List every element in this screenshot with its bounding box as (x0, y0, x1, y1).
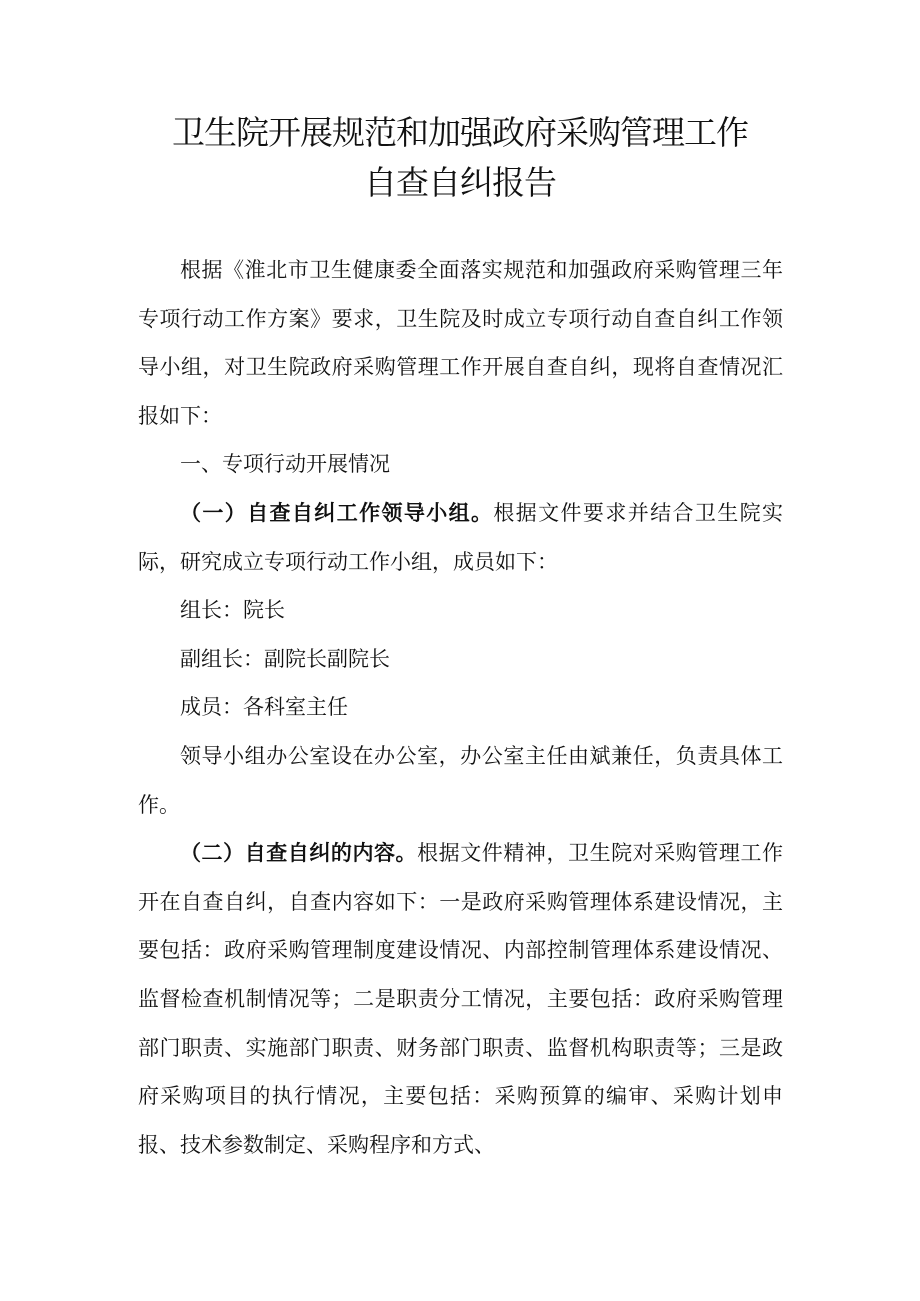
office-paragraph: 领导小组办公室设在办公室，办公室主任由斌兼任，负责具体工作。 (138, 743, 783, 817)
member-members: 成员：各科室主任 (180, 695, 348, 720)
section1-heading: 一、专项行动开展情况 (180, 452, 390, 477)
subsection1-text: 根据文件要求并结合卫生院实际，研究成立专项行动工作小组，成员如下： (138, 500, 784, 574)
subsection1-paragraph (138, 489, 783, 586)
document-body (138, 246, 783, 1169)
document-title-line1: 卫生院开展规范和加强政府采购管理工作 (172, 113, 748, 152)
subsection1-lead: （一）自查自纠工作领导小组。 (180, 500, 494, 525)
subsection2-lead: （二）自查自纠的内容。 (180, 841, 418, 866)
member-deputy: 副组长：副院长副院长 (180, 646, 390, 671)
subsection2-text: 根据文件精神，卫生院对采购管理工作开在自查自纠，自查内容如下：一是政府采购管理体系建设情况，主要包括：政府采购管理制度建设情况、内部控制管理体系建设情况、监督检查机制情况等；二是职责分工情况，主要包括：政府采购管理部门职责、实施部门职责、财务部门职责、监督机构职责等；三是政府采购项目的执行情况，主要包括：采购预算的编审、采购计划申报、技术参数制定、采购程序和方式、 (138, 841, 784, 1157)
document-title-line2: 自查自纠报告 (364, 163, 556, 202)
member-leader: 组长：院长 (180, 598, 285, 623)
subsection2-paragraph (138, 829, 783, 1169)
intro-paragraph: 根据《淮北市卫生健康委全面落实规范和加强政府采购管理三年专项行动工作方案》要求，卫生院及时成立专项行动自查自纠工作领导小组，对卫生院政府采购管理工作开展自查自纠，现将自查情况汇报如下： (138, 258, 783, 428)
